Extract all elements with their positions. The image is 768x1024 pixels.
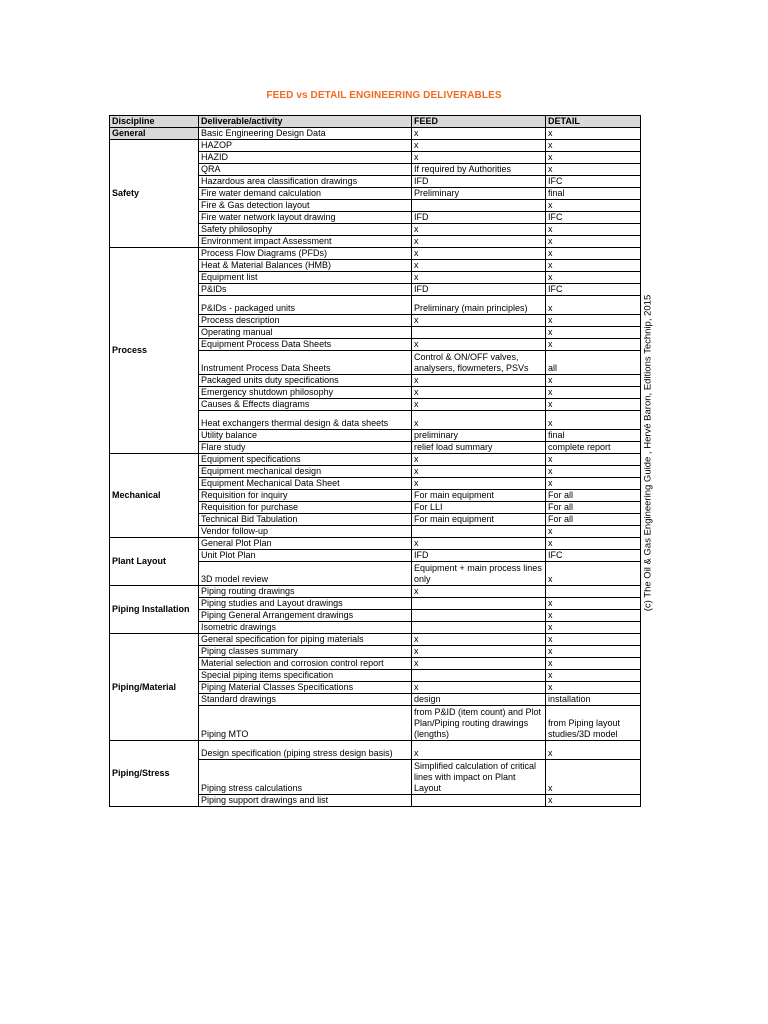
feed-cell: x <box>412 586 546 598</box>
detail-cell: x <box>546 538 641 550</box>
feed-cell <box>412 327 546 339</box>
feed-cell: x <box>412 399 546 411</box>
deliverable-cell: HAZID <box>199 152 412 164</box>
feed-cell: For LLI <box>412 502 546 514</box>
deliverable-cell: Heat exchangers thermal design & data sheets <box>199 411 412 430</box>
feed-cell: from P&ID (item count) and Plot Plan/Piping routing drawings (lengths) <box>412 706 546 741</box>
deliverable-cell: Safety philosophy <box>199 224 412 236</box>
discipline-cell: Piping Installation <box>110 586 199 634</box>
discipline-cell: Safety <box>110 140 199 248</box>
deliverable-cell: Packaged units duty specifications <box>199 375 412 387</box>
deliverable-cell: General specification for piping materials <box>199 634 412 646</box>
deliverable-cell: Requisition for purchase <box>199 502 412 514</box>
deliverable-cell: Operating manual <box>199 327 412 339</box>
detail-cell: x <box>546 478 641 490</box>
feed-cell: Control & ON/OFF valves, analysers, flowmeters, PSVs <box>412 351 546 375</box>
detail-cell: x <box>546 140 641 152</box>
feed-cell: x <box>412 152 546 164</box>
deliverable-cell: Emergency shutdown philosophy <box>199 387 412 399</box>
feed-cell: x <box>412 478 546 490</box>
detail-cell: x <box>546 128 641 140</box>
detail-cell: x <box>546 454 641 466</box>
detail-cell: x <box>546 248 641 260</box>
feed-cell <box>412 200 546 212</box>
deliverable-cell: Piping support drawings and list <box>199 795 412 807</box>
deliverable-cell: Isometric drawings <box>199 622 412 634</box>
deliverable-cell: Material selection and corrosion control report <box>199 658 412 670</box>
deliverable-cell: Vendor follow-up <box>199 526 412 538</box>
deliverable-cell: Utility balance <box>199 430 412 442</box>
detail-cell: IFC <box>546 176 641 188</box>
detail-cell <box>546 586 641 598</box>
feed-cell: x <box>412 140 546 152</box>
feed-cell: For main equipment <box>412 490 546 502</box>
feed-cell: x <box>412 236 546 248</box>
deliverable-cell: 3D model review <box>199 562 412 586</box>
feed-cell: Preliminary (main principles) <box>412 296 546 315</box>
feed-cell: x <box>412 454 546 466</box>
deliverables-table <box>109 115 641 807</box>
discipline-cell: Process <box>110 248 199 454</box>
deliverable-cell: Flare study <box>199 442 412 454</box>
deliverable-cell: Fire water network layout drawing <box>199 212 412 224</box>
discipline-cell: Mechanical <box>110 454 199 538</box>
detail-cell: x <box>546 272 641 284</box>
detail-cell: complete report <box>546 442 641 454</box>
deliverable-cell: Piping routing drawings <box>199 586 412 598</box>
deliverable-cell: P&IDs <box>199 284 412 296</box>
feed-cell: x <box>412 248 546 260</box>
feed-cell: x <box>412 272 546 284</box>
feed-cell <box>412 598 546 610</box>
discipline-cell: General <box>110 128 199 140</box>
detail-cell: x <box>546 658 641 670</box>
detail-cell: x <box>546 622 641 634</box>
feed-cell <box>412 526 546 538</box>
feed-cell: x <box>412 339 546 351</box>
detail-cell: x <box>546 375 641 387</box>
deliverable-cell: Instrument Process Data Sheets <box>199 351 412 375</box>
detail-cell: IFC <box>546 212 641 224</box>
deliverable-cell: Fire water demand calculation <box>199 188 412 200</box>
table-body <box>110 128 641 807</box>
feed-cell: x <box>412 387 546 399</box>
detail-cell: x <box>546 526 641 538</box>
deliverable-cell: Hazardous area classification drawings <box>199 176 412 188</box>
detail-cell: final <box>546 430 641 442</box>
feed-cell <box>412 795 546 807</box>
deliverable-cell: Environment impact Assessment <box>199 236 412 248</box>
table-row <box>110 454 641 466</box>
detail-cell: x <box>546 399 641 411</box>
deliverable-cell: General Plot Plan <box>199 538 412 550</box>
copyright-text: (c) The Oil & Gas Engineering Guide , Hervé Baron, Editions Technip, 2015 <box>642 294 654 612</box>
detail-cell: x <box>546 387 641 399</box>
detail-cell: x <box>546 327 641 339</box>
detail-cell: IFC <box>546 284 641 296</box>
feed-cell: x <box>412 658 546 670</box>
deliverable-cell: Equipment mechanical design <box>199 466 412 478</box>
deliverable-cell: Heat & Material Balances (HMB) <box>199 260 412 272</box>
deliverable-cell: Equipment Mechanical Data Sheet <box>199 478 412 490</box>
detail-cell: x <box>546 646 641 658</box>
detail-cell: x <box>546 164 641 176</box>
feed-cell: Equipment + main process lines only <box>412 562 546 586</box>
deliverable-cell: Equipment Process Data Sheets <box>199 339 412 351</box>
feed-cell: x <box>412 411 546 430</box>
copyright-watermark <box>641 288 655 618</box>
feed-cell <box>412 610 546 622</box>
deliverable-cell: Equipment specifications <box>199 454 412 466</box>
header-discipline: Discipline <box>110 116 199 128</box>
header-detail: DETAIL <box>546 116 641 128</box>
feed-cell: x <box>412 741 546 760</box>
feed-cell: x <box>412 375 546 387</box>
deliverable-cell: Equipment list <box>199 272 412 284</box>
table-row <box>110 538 641 550</box>
detail-cell: For all <box>546 490 641 502</box>
deliverable-cell: HAZOP <box>199 140 412 152</box>
table-row <box>110 634 641 646</box>
feed-cell: x <box>412 128 546 140</box>
table-header-row <box>110 116 641 128</box>
table-row <box>110 140 641 152</box>
feed-cell: Preliminary <box>412 188 546 200</box>
feed-cell: x <box>412 646 546 658</box>
detail-cell: x <box>546 562 641 586</box>
table-row <box>110 128 641 140</box>
detail-cell: installation <box>546 694 641 706</box>
detail-cell: x <box>546 200 641 212</box>
detail-cell: x <box>546 339 641 351</box>
discipline-cell: Plant Layout <box>110 538 199 586</box>
feed-cell: x <box>412 682 546 694</box>
header-feed: FEED <box>412 116 546 128</box>
deliverable-cell: Unit Plot Plan <box>199 550 412 562</box>
deliverable-cell: Piping General Arrangement drawings <box>199 610 412 622</box>
feed-cell: If required by Authorities <box>412 164 546 176</box>
detail-cell: For all <box>546 502 641 514</box>
deliverable-cell: Piping classes summary <box>199 646 412 658</box>
feed-cell: preliminary <box>412 430 546 442</box>
header-deliverable: Deliverable/activity <box>199 116 412 128</box>
detail-cell: x <box>546 315 641 327</box>
detail-cell: x <box>546 610 641 622</box>
detail-cell: x <box>546 296 641 315</box>
detail-cell: x <box>546 741 641 760</box>
table-row <box>110 741 641 760</box>
detail-cell: x <box>546 634 641 646</box>
detail-cell: x <box>546 236 641 248</box>
detail-cell: x <box>546 682 641 694</box>
document-title: FEED vs DETAIL ENGINEERING DELIVERABLES <box>266 90 502 101</box>
feed-cell: IFD <box>412 284 546 296</box>
deliverable-cell: Fire & Gas detection layout <box>199 200 412 212</box>
feed-cell <box>412 670 546 682</box>
detail-cell: x <box>546 795 641 807</box>
deliverable-cell: QRA <box>199 164 412 176</box>
feed-cell: x <box>412 260 546 272</box>
feed-cell: Simplified calculation of critical lines with impact on Plant Layout <box>412 760 546 795</box>
deliverable-cell: Technical Bid Tabulation <box>199 514 412 526</box>
feed-cell: x <box>412 315 546 327</box>
deliverable-cell: Special piping items specification <box>199 670 412 682</box>
feed-cell: x <box>412 538 546 550</box>
feed-cell: x <box>412 224 546 236</box>
table-row <box>110 248 641 260</box>
feed-cell: x <box>412 634 546 646</box>
discipline-cell: Piping/Material <box>110 634 199 741</box>
deliverable-cell: Process Flow Diagrams (PFDs) <box>199 248 412 260</box>
detail-cell: all <box>546 351 641 375</box>
detail-cell: For all <box>546 514 641 526</box>
feed-cell: For main equipment <box>412 514 546 526</box>
detail-cell: x <box>546 598 641 610</box>
discipline-cell: Piping/Stress <box>110 741 199 807</box>
deliverable-cell: Piping Material Classes Specifications <box>199 682 412 694</box>
deliverable-cell: Piping stress calculations <box>199 760 412 795</box>
deliverable-cell: Requisition for inquiry <box>199 490 412 502</box>
feed-cell: relief load summary <box>412 442 546 454</box>
feed-cell: x <box>412 466 546 478</box>
feed-cell: IFD <box>412 212 546 224</box>
detail-cell: x <box>546 760 641 795</box>
detail-cell: x <box>546 260 641 272</box>
detail-cell: from Piping layout studies/3D model <box>546 706 641 741</box>
deliverable-cell: Standard drawings <box>199 694 412 706</box>
feed-cell <box>412 622 546 634</box>
feed-cell: design <box>412 694 546 706</box>
feed-cell: IFD <box>412 176 546 188</box>
detail-cell: x <box>546 670 641 682</box>
detail-cell: x <box>546 411 641 430</box>
deliverable-cell: Process description <box>199 315 412 327</box>
deliverable-cell: Causes & Effects diagrams <box>199 399 412 411</box>
feed-cell: IFD <box>412 550 546 562</box>
detail-cell: IFC <box>546 550 641 562</box>
deliverable-cell: Piping MTO <box>199 706 412 741</box>
deliverable-cell: Design specification (piping stress design basis) <box>199 741 412 760</box>
detail-cell: x <box>546 224 641 236</box>
detail-cell: x <box>546 466 641 478</box>
deliverable-cell: Basic Engineering Design Data <box>199 128 412 140</box>
table-row <box>110 586 641 598</box>
deliverable-cell: P&IDs - packaged units <box>199 296 412 315</box>
detail-cell: x <box>546 152 641 164</box>
deliverable-cell: Piping studies and Layout drawings <box>199 598 412 610</box>
detail-cell: final <box>546 188 641 200</box>
